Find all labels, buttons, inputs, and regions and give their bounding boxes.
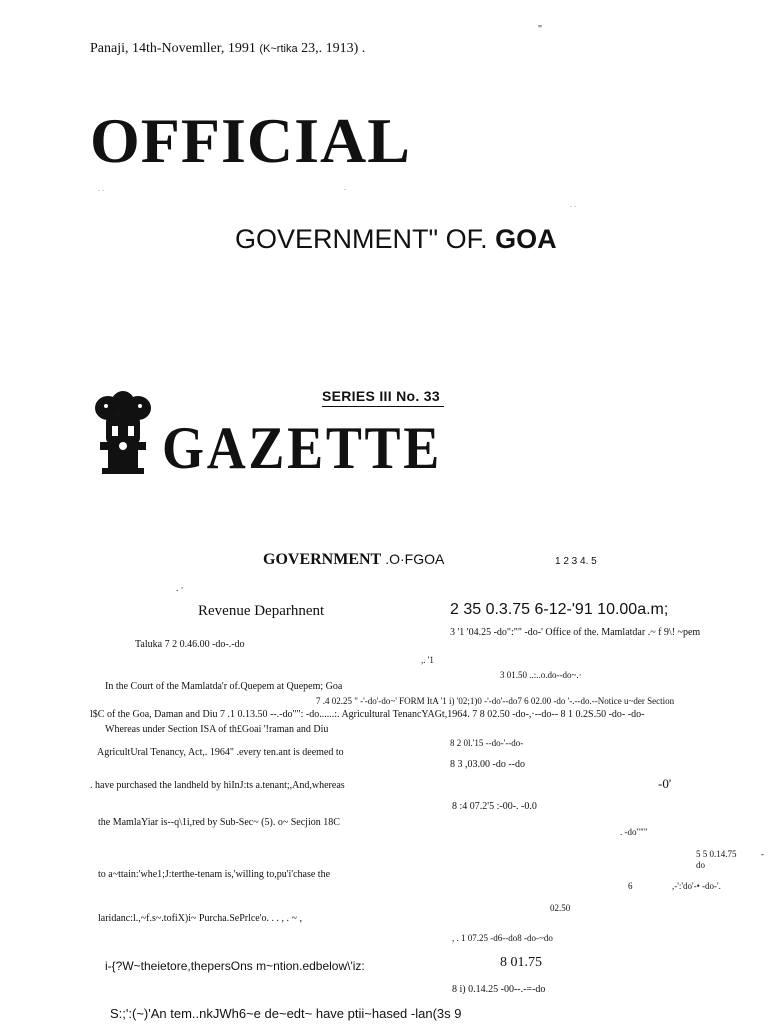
text-line: In the Court of the Mamlatda'r of.Quepem at Quepem; Goa [105, 681, 343, 692]
masthead-official: OFFICIAL [90, 105, 411, 176]
scan-speck: . [344, 183, 346, 192]
department-heading: Revenue Deparhnent [198, 603, 325, 619]
text-line: -0' [658, 776, 672, 791]
text-line: the MamlaYiar is--q\1i,red by Sub-Sec~ (5). o~ Secjion 18C [98, 817, 340, 828]
text-line: 6 [628, 881, 633, 891]
text-line: l$C of the Goa, Daman and Diu 7 .1 0.13.50 --.-do"": -do......:. Agricultural TenancYAGt,1964. 7 8 02.50 -do-,·--do-- 8 1 0.2S.50 -do- -do- [90, 709, 645, 720]
gazette-title: GAZETTE [162, 415, 442, 481]
scan-speck: . . [570, 200, 576, 209]
subheader-government-label: GOVERNMENT [263, 551, 382, 568]
text-line: 8 i) 0.14.25 -00--.-=-do [452, 984, 546, 995]
text-line: ,-':'do'-• -do-'. [672, 881, 721, 891]
text-line: S:;':(~)'An tem..nkJWh6~e de~edt~ have ptii~hased -lan(3s 9 [110, 1006, 462, 1021]
text-line: 8 :4 07.2'5 :-00-. -0.0 [452, 801, 537, 812]
subheader-government [263, 551, 444, 569]
text-line: Whereas under Section ISA of th£Goai '!raman and Diu [105, 724, 329, 735]
government-of-label: GOVERNMENT" OF. [235, 224, 488, 254]
text-line: . have purchased the landheld by hiInJ:ts a.tenant;,And,whereas [90, 780, 345, 791]
text-line: 3 01.50 ..:..o.do--do~.· [500, 670, 582, 680]
stray-quote-mark: " [538, 24, 543, 35]
government-of-goa-heading [235, 224, 557, 255]
table-first-row: 2 35 0.3.75 6-12-'91 10.00a.m; [450, 601, 669, 618]
series-number: SERIES III No. 33 [322, 388, 440, 404]
state-emblem-icon [88, 390, 158, 480]
text-line: . -do""" [620, 827, 648, 837]
text-line: i-{?W~theietore,thepersOns m~ntion.edbelow\'iz: [105, 959, 365, 973]
text-line: do [696, 860, 705, 870]
text-line: Taluka 7 2 0.46.00 -do-.-do [135, 639, 245, 650]
column-numbers: 1 2 3 4. 5 [555, 556, 597, 567]
text-line: 5 5 0.14.75 [696, 849, 737, 859]
dateline-date: Panaji, 14th-Novemller, 1991 [90, 41, 256, 56]
text-line: laridanc:l.,~f.s~.tofiX)i~ Purcha.SePrlce'o. . . , . ~ , [98, 913, 302, 924]
dateline-saka: (K~rtika [259, 43, 298, 55]
dateline [90, 41, 365, 57]
text-line: 8 01.75 [500, 955, 542, 970]
subheader-of-goa: .O·FGOA [385, 551, 445, 567]
series-underline [322, 406, 444, 407]
scan-speck: . . [98, 184, 104, 193]
text-line: to a~ttain:'whe1;J:terthe-tenam is,'willing to,pu'i'chase the [98, 869, 331, 880]
text-line: 02.50 [550, 903, 571, 913]
text-line: - [761, 849, 764, 859]
dateline-tail: 23,. 1913) . [301, 41, 366, 56]
text-line: 8 3 ,03.00 -do --do [450, 759, 525, 770]
text-line: , . 1 07.25 -d6--do8 -do-~do [452, 933, 553, 943]
text-line: 8 2 0l.'15 --do-'--do- [450, 738, 524, 748]
goa-label: GOA [495, 224, 557, 254]
text-line: ,. '1 [421, 655, 434, 665]
text-line: 3 '1 '04.25 -do":"" -do-' Office of the. Mamlatdar .~ f 9\! ~pem [450, 627, 701, 638]
text-line: AgricultUral Tenancy, Act,. 1964" .every ten.ant is deemed to [97, 747, 344, 758]
text-line: 7 .4 02.25 " -'-do'-do~' FORM ItA '1 i) '02;1)0 -'-do'--do7 6 02.00 -do '-.--do.--Notice u~der Section [316, 696, 675, 706]
scan-speck: . · [176, 583, 184, 593]
